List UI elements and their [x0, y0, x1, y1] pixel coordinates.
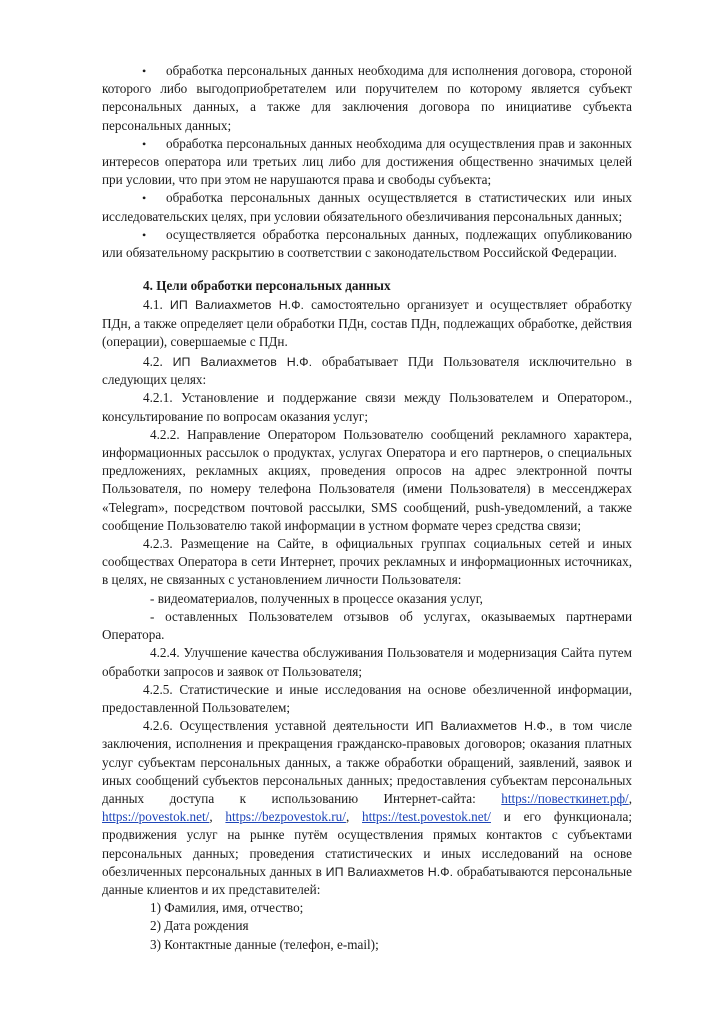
- bullet-icon: •: [142, 191, 147, 206]
- entity-name: ИП Валиахметов Н.Ф.: [415, 719, 550, 734]
- clause-4-2-3: 4.2.3. Размещение на Сайте, в официальных группах социальных сетей и иных сообществах Оператора в сети Интернет, прочих рекламных и информационных источниках, в целях, не связанных с установлением личности Пользователя:: [102, 536, 632, 588]
- site-link-povestok-net[interactable]: https://povestok.net/: [102, 809, 210, 825]
- section-spacer: [102, 262, 632, 266]
- bullet-item-text: обработка персональных данных осуществляется в статистических или иных исследовательских целях, при условии обязательного обезличивания персональных данных;: [102, 190, 632, 224]
- entity-name: ИП Валиахметов Н.Ф.: [169, 298, 304, 313]
- entity-name: ИП Валиахметов Н.Ф.: [325, 864, 454, 879]
- bullet-list-item: [102, 226, 632, 262]
- section-heading: 4. Цели обработки персональных данных: [143, 278, 391, 294]
- bullet-item-text: обработка персональных данных необходима для исполнения договора, стороной которого либо выгодоприобретателем или поручителем по которому является субъект персональных данных, а также для заключения договора по инициативе субъекта персональных данных;: [102, 63, 632, 133]
- bullet-list-item: [102, 62, 632, 135]
- clause-text: самостоятельно организует и осуществляет обработку ПДн, а также определяет цели обработки ПДн, состав ПДн, подлежащих обработке, действия (операции), совершаемые с ПДн.: [102, 297, 632, 349]
- link-separator: ,: [345, 809, 363, 825]
- site-link-test-povestok-net[interactable]: https://test.povestok.net/: [362, 809, 491, 825]
- clause-text: и его функционала; продвижения услуг на рынке путём осуществления прямых контактов с субъектами персональных данных; проведения статистических и иных исследований на основе обезличенных персональных данных в: [102, 809, 632, 879]
- data-list-item: 2) Дата рождения: [150, 918, 249, 934]
- bullet-icon: •: [142, 64, 147, 78]
- clause-4-1: [102, 296, 632, 351]
- clause-4-2-4: 4.2.4. Улучшение качества обслуживания Пользователя и модернизация Сайта путем обработки запросов и заявок от Пользователя;: [102, 645, 632, 679]
- entity-name: ИП Валиахметов Н.Ф.: [172, 355, 313, 370]
- clause-4-2-2: 4.2.2. Направление Оператором Пользователю сообщений рекламного характера, информационных рассылок о продуктах, услугах Оператора и его партнеров, о специальных предложениях, рекламных акциях, проведения опросов на адрес электронной почты Пользователя, по номеру телефона Пользователя (имени Пользователя) в мессенджерах «Telegram», посредством почтовой рассылки, SMS сообщений, push-уведомлений, а также сообщение Пользователю такой информации в устном формате через средства связи;: [102, 426, 632, 533]
- bullet-list-item: [102, 189, 632, 225]
- clause-4-2-1: 4.2.1. Установление и поддержание связи между Пользователем и Оператором., консультирование по вопросам оказания услуг;: [102, 390, 632, 424]
- clause-4-2-6: [102, 717, 632, 899]
- bullet-icon: •: [142, 136, 147, 151]
- personal-data-list: [102, 899, 632, 954]
- link-separator: ,: [209, 809, 226, 825]
- clause-4-2-5: 4.2.5. Статистические и иные исследования на основе обезличенной информации, предоставленной Пользователем;: [102, 681, 632, 715]
- clause-4-2: [102, 353, 632, 389]
- site-link-bezpovestok-ru[interactable]: https://bezpovestok.ru/: [225, 809, 346, 825]
- data-list-item: 3) Контактные данные (телефон, e-mail);: [150, 936, 379, 952]
- clause-number: 4.2.: [143, 354, 173, 370]
- document-body: [102, 62, 632, 954]
- link-separator: ,: [628, 790, 632, 806]
- clause-4-2-3-item-2: - оставленных Пользователем отзывов об услугах, оказываемых партнерами Оператора.: [102, 608, 632, 643]
- clause-text: обрабатывает ПДи Пользователя исключительно в следующих целях:: [102, 354, 633, 388]
- bullet-item-text: обработка персональных данных необходима для осуществления прав и законных интересов оператора или третьих лиц либо для достижения общественно значимых целей при условии, что при этом не нарушаются права и свободы субъекта;: [102, 135, 632, 188]
- bullet-item-text: осуществляется обработка персональных данных, подлежащих опубликованию или обязательному раскрытию в соответствии с законодательством Российской Федерации.: [102, 226, 632, 261]
- bullet-list-item: [102, 135, 632, 190]
- site-link-povestkinet-rf[interactable]: https://повесткинет.рф/: [501, 790, 629, 806]
- clause-4-2-3-item-1: - видеоматериалов, полученных в процессе оказания услуг,: [150, 590, 483, 606]
- clause-number: 4.1.: [143, 297, 170, 313]
- clause-number: 4.2.6. Осуществления уставной деятельности: [143, 718, 416, 734]
- bullet-icon: •: [142, 227, 147, 242]
- clause-text: , в том числе заключения, исполнения и прекращения гражданско-правовых договоров; оказания платных услуг субъектам персональных данных, а также обработки обращений, заявлений, заявок и иных сообщений субъектов персональных данных; предоставления субъектам персональных данных доступа к использованию Интернет-сайта:: [102, 718, 633, 806]
- clause-text: обрабатываются персональные данные клиентов и их представителей:: [102, 863, 632, 897]
- data-list-item: 1) Фамилия, имя, отчество;: [150, 900, 304, 916]
